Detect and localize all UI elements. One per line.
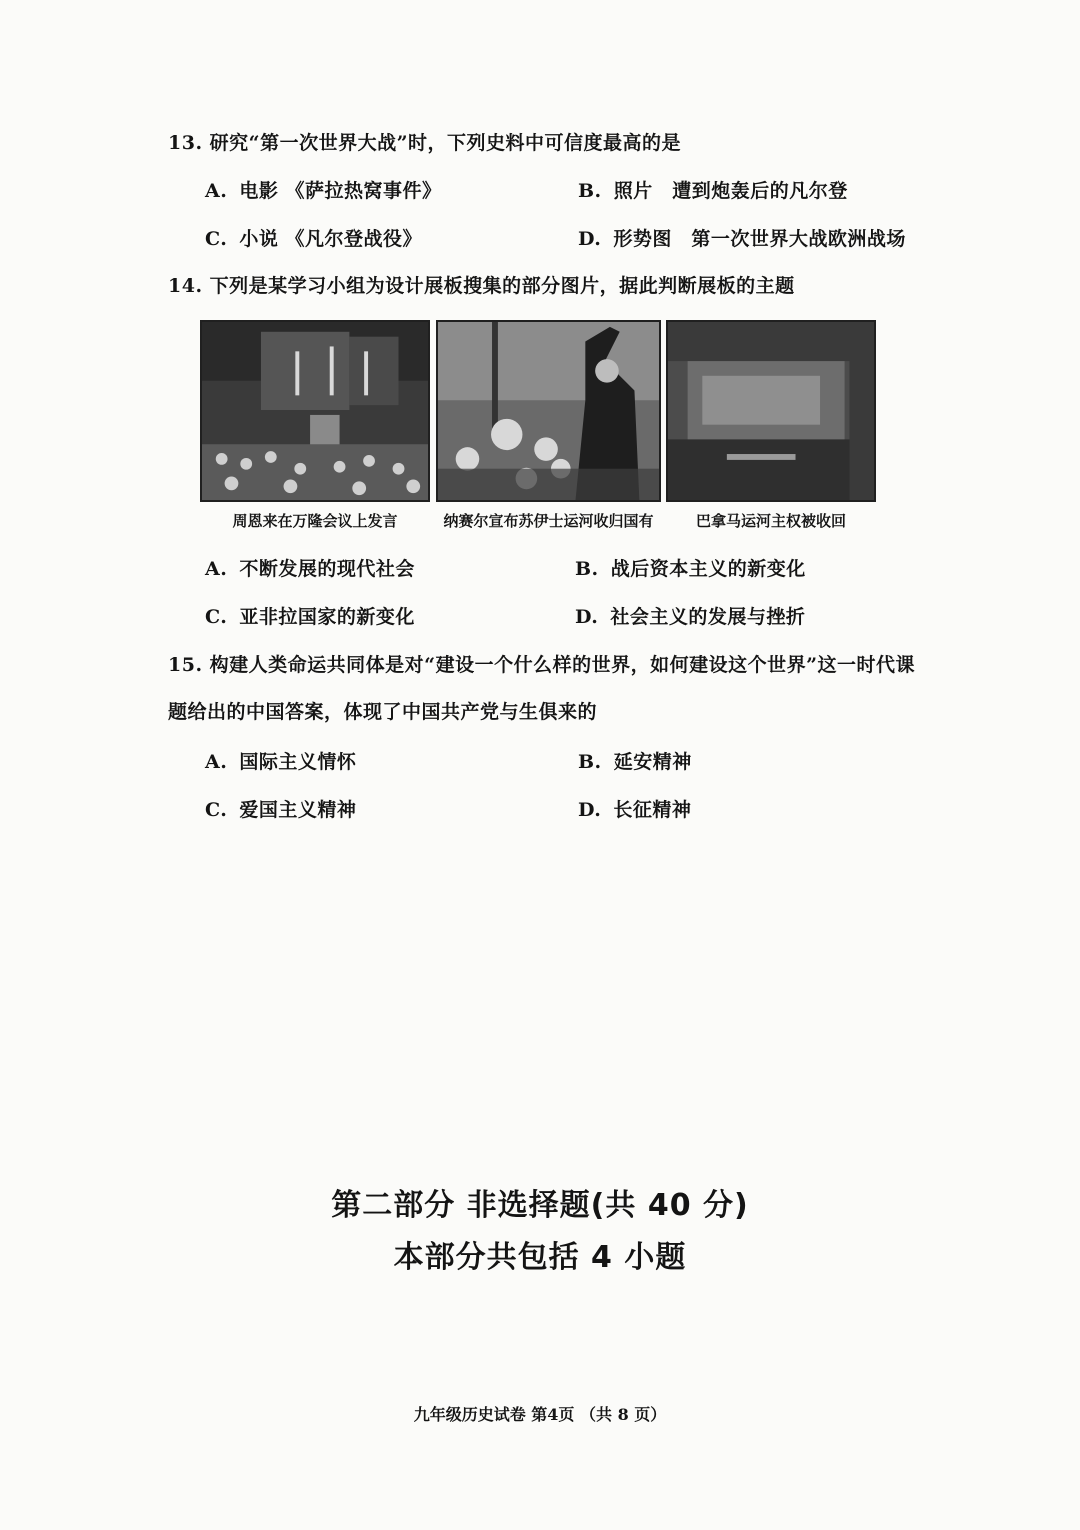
option-text: 爱国主义精神 xyxy=(239,799,357,821)
question-15-stem-line-2: 题给出的中国答案，体现了中国共产党与生俱来的 xyxy=(168,701,598,723)
option-letter: D. xyxy=(578,799,602,821)
option-letter: B. xyxy=(575,558,599,580)
question-15-stem-line-1: 15. 构建人类命运共同体是对“建设一个什么样的世界，如何建设这个世界”这一时代课 xyxy=(168,654,916,676)
option-letter: C. xyxy=(205,799,228,821)
section-title: 第二部分 非选择题(共 40 分) xyxy=(331,1188,749,1223)
question-13-stem: 13. 研究“第一次世界大战”时，下列史料中可信度最高的是 xyxy=(168,132,682,154)
q15-option-a xyxy=(205,747,356,774)
option-letter: A. xyxy=(205,180,228,202)
option-letter: A. xyxy=(205,558,228,580)
option-text: 形势图 第一次世界大战欧洲战场 xyxy=(613,228,906,250)
option-letter: C. xyxy=(205,606,228,628)
option-letter: D. xyxy=(575,606,599,628)
option-text: 不断发展的现代社会 xyxy=(239,558,415,580)
option-letter: C. xyxy=(205,228,228,250)
option-text: 延安精神 xyxy=(613,751,692,773)
option-text: 战后资本主义的新变化 xyxy=(610,558,806,580)
photo-panama-canal xyxy=(666,320,876,502)
q14-option-b xyxy=(575,554,806,581)
photo-bandung-conference xyxy=(200,320,430,502)
q13-option-b xyxy=(578,176,848,203)
option-text: 小说 《凡尔登战役》 xyxy=(239,228,423,250)
option-text: 亚非拉国家的新变化 xyxy=(239,606,415,628)
q14-option-c xyxy=(205,602,415,629)
q13-option-a xyxy=(205,176,441,203)
q13-option-d xyxy=(578,224,906,251)
option-text: 电影 《萨拉热窝事件》 xyxy=(239,180,442,202)
option-text: 长征精神 xyxy=(613,799,692,821)
photo-caption-3: 巴拿马运河主权被收回 xyxy=(695,512,846,530)
question-14-stem: 14. 下列是某学习小组为设计展板搜集的部分图片，据此判断展板的主题 xyxy=(168,275,795,297)
page-footer: 九年级历史试卷 第4页 （共 8 页） xyxy=(413,1405,667,1424)
photo-caption-1: 周恩来在万隆会议上发言 xyxy=(232,512,398,530)
option-letter: D. xyxy=(578,228,602,250)
option-text: 社会主义的发展与挫折 xyxy=(610,606,806,628)
q15-option-d xyxy=(578,795,691,822)
option-letter: B. xyxy=(578,751,602,773)
section-subtitle: 本部分共包括 4 小题 xyxy=(393,1240,687,1275)
q15-option-b xyxy=(578,747,692,774)
option-text: 国际主义情怀 xyxy=(239,751,357,773)
q15-option-c xyxy=(205,795,356,822)
photo-nasser-suez xyxy=(436,320,661,502)
option-letter: A. xyxy=(205,751,228,773)
q14-option-d xyxy=(575,602,805,629)
photo-caption-2: 纳赛尔宣布苏伊士运河收归国有 xyxy=(443,512,654,530)
q14-option-a xyxy=(205,554,415,581)
option-text: 照片 遭到炮轰后的凡尔登 xyxy=(613,180,848,202)
option-letter: B. xyxy=(578,180,602,202)
q13-option-c xyxy=(205,224,422,251)
